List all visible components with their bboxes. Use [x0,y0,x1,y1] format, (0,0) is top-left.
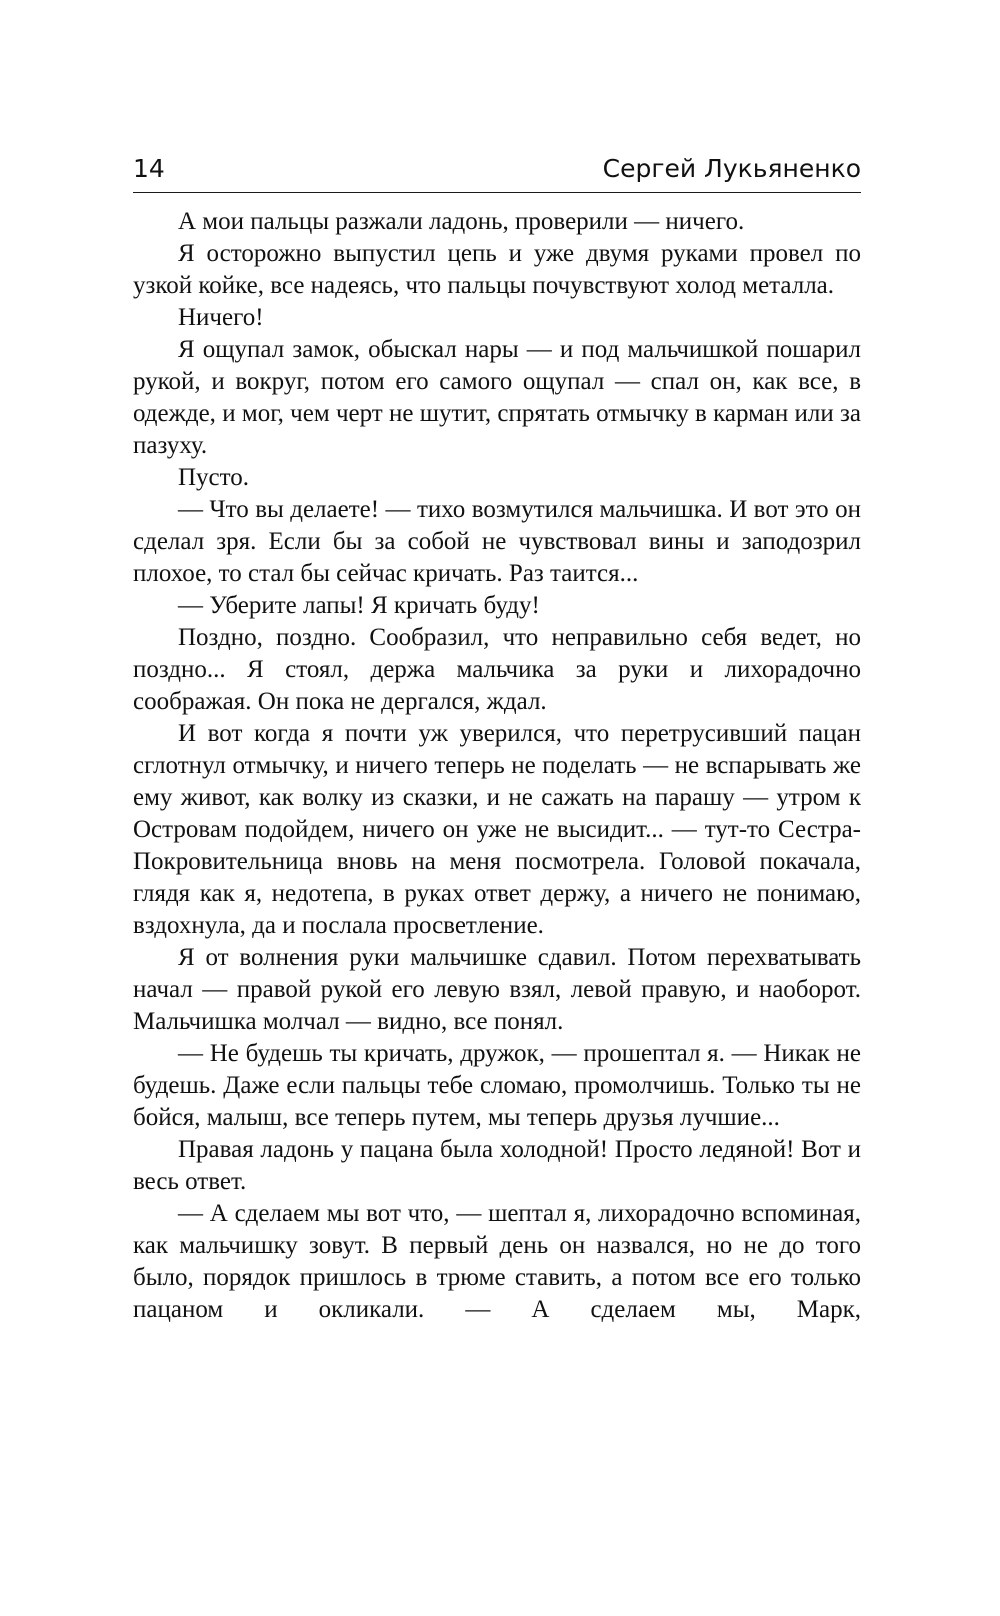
paragraph: И вот когда я почти уж уверился, что перетрусивший пацан сглотнул отмычку, и ничего теперь не поделать — не вспарывать же ему живот, как волку из сказки, и не сажать на парашу — утром к Островам подойдем, ничего он уже не высидит... — тут-то Сестра-Покровительница вновь на меня посмотрела. Головой покачала, глядя как я, недотепа, в руках ответ держу, а ничего не понимаю, вздохнула, да и послала просветление. [133,720,861,939]
paragraph: Я осторожно выпустил цепь и уже двумя руками провел по узкой койке, все надеясь, что пальцы почувствуют холод металла. [133,240,861,299]
paragraph: — А сделаем мы вот что, — шептал я, лихорадочно вспоминая, как мальчишку зовут. В первый день он назвался, но не до того было, порядок пришлось в трюме ставить, а потом все его только пацаном и окликали. — А сделаем мы, Марк, [133,1200,861,1323]
paragraph: — Не будешь ты кричать, дружок, — прошептал я. — Никак не будешь. Даже если пальцы тебе сломаю, промолчишь. Только ты не бойся, малыш, все теперь путем, мы теперь друзья лучшие... [133,1040,861,1131]
paragraph: Я от волнения руки мальчишке сдавил. Потом перехватывать начал — правой рукой его левую взял, левой правую, и наоборот. Мальчишка молчал — видно, все понял. [133,944,861,1035]
paragraph: Поздно, поздно. Сообразил, что неправильно себя ведет, но поздно... Я стоял, держа мальчика за руки и лихорадочно соображая. Он пока не дергался, ждал. [133,624,861,715]
paragraph: А мои пальцы разжали ладонь, проверили — ничего. [178,208,745,235]
page-header [133,150,861,193]
paragraph: Я ощупал замок, обыскал нары — и под мальчишкой пошарил рукой, и вокруг, потом его самого ощупал — спал он, как все, в одежде, и мог, чем черт не шутит, спрятать отмычку в карман или за пазуху. [133,336,861,459]
paragraph: Ничего! [178,304,264,331]
paragraph: — Что вы делаете! — тихо возмутился мальчишка. И вот это он сделал зря. Если бы за собой не чувствовал вины и заподозрил плохое, то стал бы сейчас кричать. Раз таится... [133,496,861,587]
running-title: Сергей Лукьяненко [602,154,861,183]
paragraph: — Уберите лапы! Я кричать буду! [178,592,540,619]
page-number: 14 [133,154,165,183]
paragraph: Пусто. [178,464,249,491]
body-text [133,206,861,1326]
paragraph: Правая ладонь у пацана была холодной! Просто ледяной! Вот и весь ответ. [133,1136,861,1195]
